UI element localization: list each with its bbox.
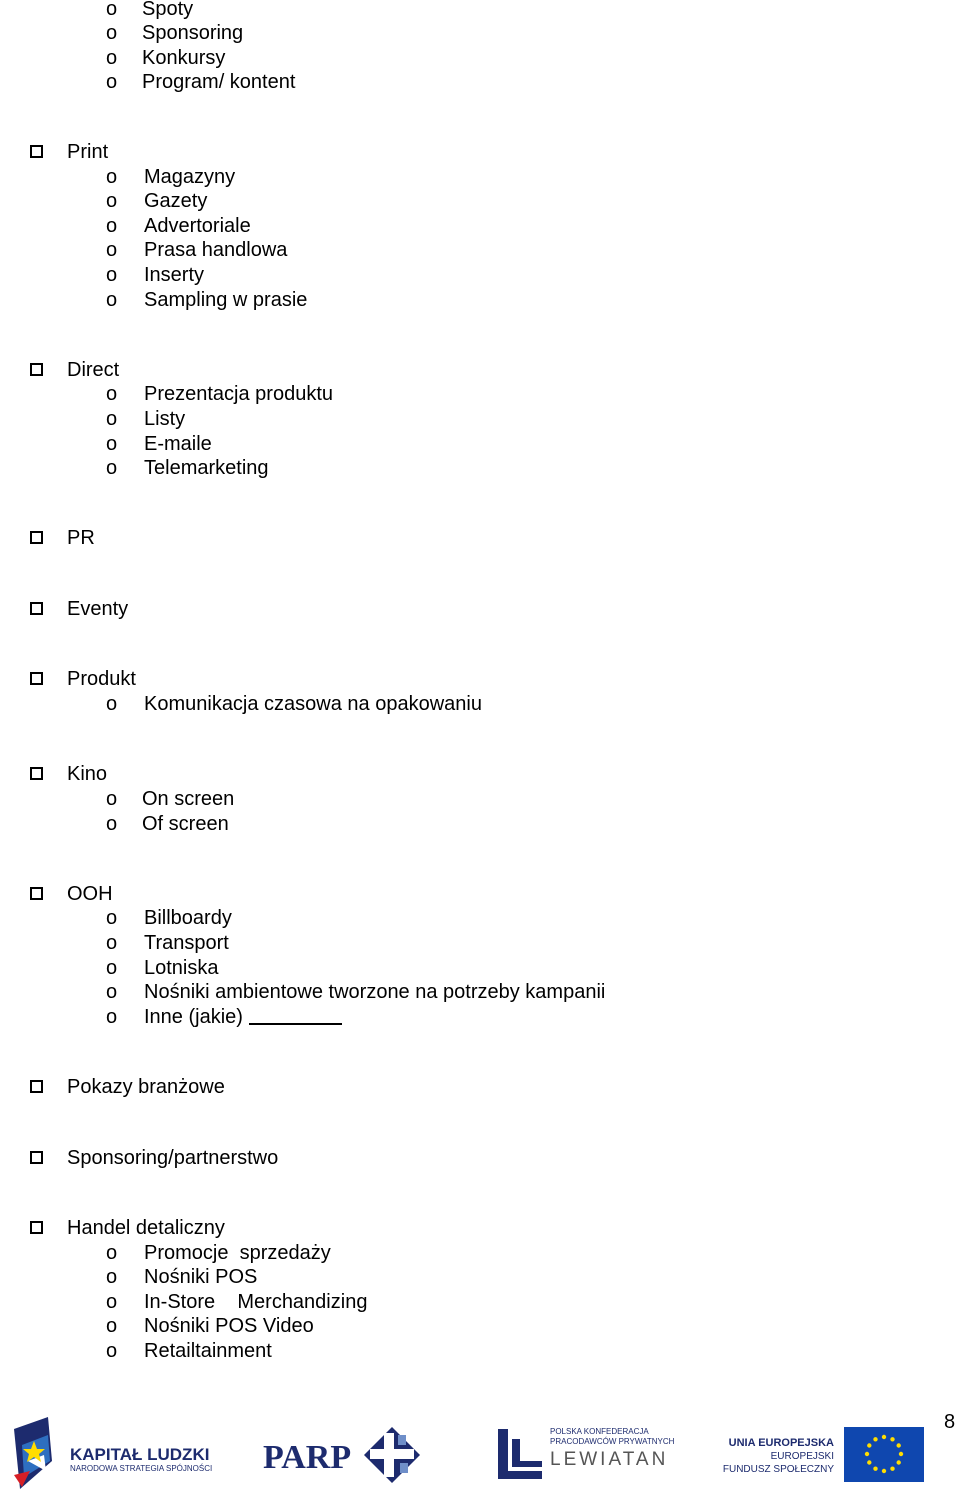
lewiatan-logo [498, 1427, 675, 1479]
document-page: o Spoty o Sponsoring o Konkursy o Program/ kontent Print o Magazyny o Gazety o Advertoriale o Prasa handlowa o Inserty o Sampling w prasie Direct o Prezentacja produktu o Listy o E-maile o Telemarketing PR Eventy Produkt o Komunikacja czasowa na opakowaniu Kino o On screen o Of screen OOH o Billboardy o Transport o Lotniska o Nośniki ambientowe tworzone na potrzeby kampanii o Inne (jakie) Pokazy branżowe Sponsoring/partnerstwo Handel detaliczny o Promocje sprzedaży o Nośniki POS o In-Store Merchandizing o Nośniki POS Video o Retailtainment 8 KAPITAŁ LUDZKI NARODOWA STRATEGIA SPÓJNOŚCI PARP POLSKA KONFEDERACJA PRACODAWCÓW PRYWATNYCH LEWIATAN UNIA EUROPEJSKA EUROPEJSKI FUNDUSZ SPOŁECZNY [0, 0, 960, 1497]
lewiatan-line2: PRACODAWCÓW PRYWATNYCH [550, 1437, 675, 1446]
checkbox-handel[interactable] [30, 1221, 43, 1234]
page-number: 8 [944, 1411, 956, 1433]
parp-title: PARP [263, 1439, 352, 1476]
ue-line1: UNIA EUROPEJSKA [728, 1437, 834, 1449]
footer-logos [0, 1405, 960, 1497]
checkbox-print[interactable] [30, 145, 43, 158]
lewiatan-line1: POLSKA KONFEDERACJA [550, 1427, 649, 1436]
checkbox-sponsoring[interactable] [30, 1151, 43, 1164]
checkbox-eventy[interactable] [30, 602, 43, 615]
parp-logo [263, 1427, 420, 1483]
kapital-title: KAPITAŁ LUDZKI [70, 1445, 210, 1464]
ue-line2: EUROPEJSKI [770, 1451, 834, 1462]
checkbox-direct[interactable] [30, 363, 43, 376]
checkbox-pr[interactable] [30, 531, 43, 544]
lewiatan-name: LEWIATAN [550, 1449, 669, 1470]
fill-in-blank[interactable] [249, 1005, 342, 1025]
kapital-ludzki-logo [14, 1417, 212, 1489]
kapital-subtitle: NARODOWA STRATEGIA SPÓJNOŚCI [70, 1464, 213, 1473]
ue-line3: FUNDUSZ SPOŁECZNY [722, 1464, 834, 1475]
checkbox-produkt[interactable] [30, 672, 43, 685]
eu-efs-logo [723, 1427, 924, 1482]
checkbox-ooh[interactable] [30, 887, 43, 900]
checkbox-kino[interactable] [30, 767, 43, 780]
checkbox-pokazy[interactable] [30, 1080, 43, 1093]
